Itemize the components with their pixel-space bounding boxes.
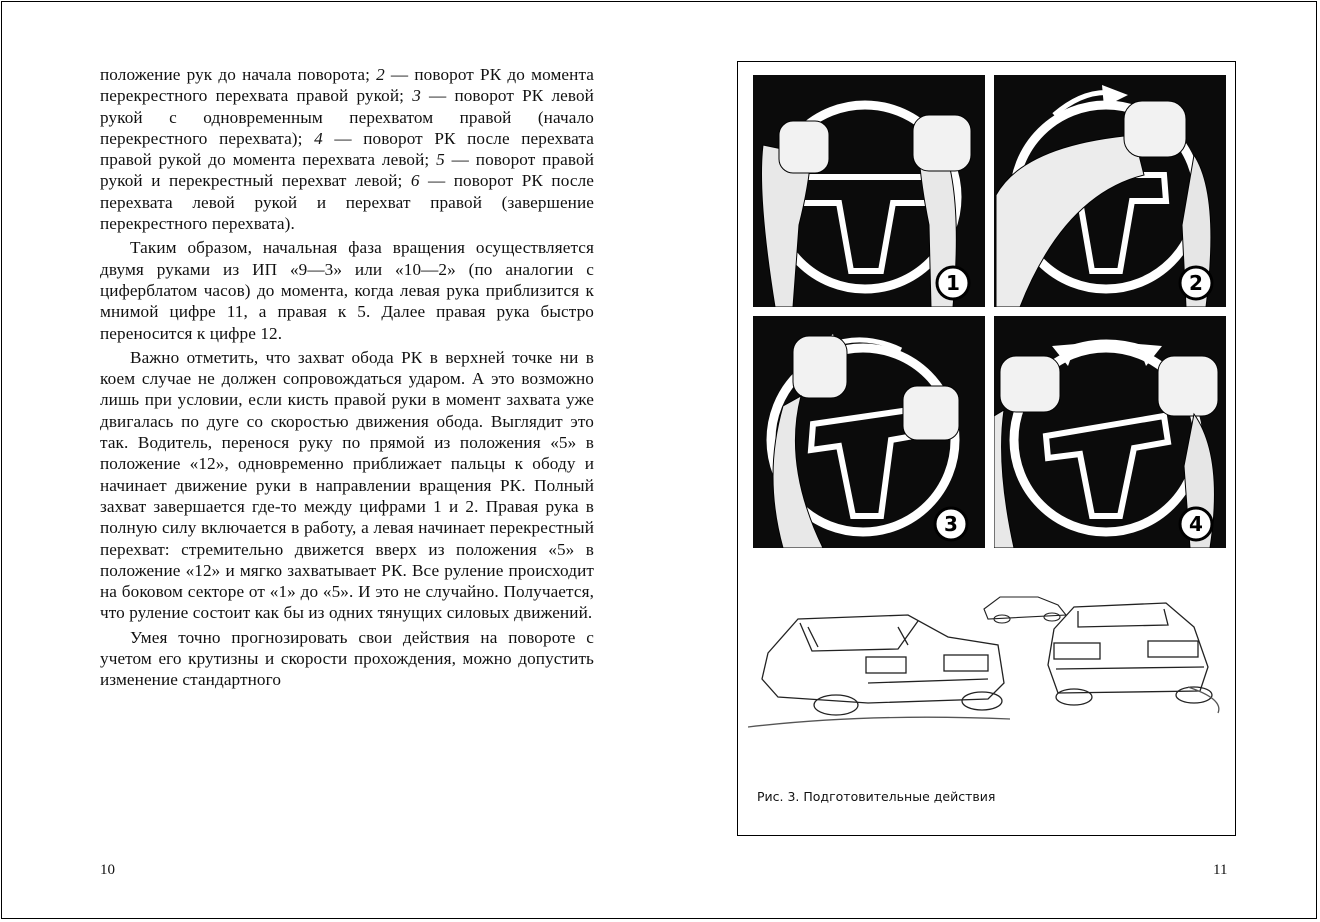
item-number-5: 5 — [436, 150, 445, 170]
paragraph-2: Таким образом, начальная фаза вращения осуществляется двумя руками из ИП «9—3» или «10—2» (по аналогии с циферблатом часов) до момента, когда левая рука приблизится к мнимой цифре 11, а правая к 5. Далее правая рука быстро переносится к цифре 12. — [100, 238, 594, 343]
page-number-left: 10 — [100, 862, 115, 878]
page-number-right: 11 — [1213, 862, 1228, 878]
right-car-icon — [1048, 603, 1219, 713]
figure-frame — [737, 61, 1236, 836]
left-car-icon — [748, 615, 1010, 727]
item-number-4: 4 — [314, 128, 323, 148]
item-number-3: 3 — [412, 86, 421, 106]
panel-3-label: 3 — [944, 512, 958, 536]
paragraph-1: положение рук до начала поворота; 2 — поворот РК до момента перекрестного перехвата правой рукой; 3 — поворот РК левой рукой с одновременным перехватом правой (начало перекрестного перехвата); 4 — поворот РК после перехвата правой рукой до момента перехвата левой; 5 — поворот правой рукой и перекрестный перехват левой; 6 — поворот РК после перехвата левой рукой и перехват правой (завершение перекрестного перехвата). — [100, 65, 594, 234]
paragraph-4: Умея точно прогнозировать свои действия на повороте с учетом его крутизны и скорости прохождения, можно допустить изменение стандартного — [100, 627, 594, 690]
steering-panel-2 — [994, 75, 1226, 307]
steering-panel-3 — [753, 316, 985, 548]
distant-car-icon — [984, 597, 1066, 623]
panel-4-label: 4 — [1189, 512, 1203, 536]
steering-wheel-illustration-1 — [753, 75, 985, 307]
steering-panel-1 — [753, 75, 985, 307]
left-page-text — [100, 64, 594, 691]
item-number-6: 6 — [410, 171, 420, 191]
panel-1-label: 1 — [946, 271, 960, 295]
paragraph-3: Важно отметить, что захват обода РК в верхней точке ни в коем случае не должен сопровождаться ударом. А это возможно лишь при условии, если кисть правой руки в момент захвата уже двигалась по дуге со скоростью движения обода. Выглядит это так. Водитель, перенося руку по прямой из положения «5» в положение «12», одновременно приближает пальцы к ободу и начинает движение руки в направлении вращения РК. Полный захват завершается где-то между цифрами 1 и 2. Правая рука в полную силу включается в работу, а левая начинает перекрестный перехват: стремительно движется вверх из положения «5» в положение «12» и мягко захватывает РК. Все руление происходит на боковом секторе от «1» до «5». И это не случайно. Получается, что руление состоит как бы из одних тянущих силовых движений. — [100, 347, 594, 623]
item-number-2: 2 — [376, 65, 385, 84]
steering-wheel-illustration-4 — [994, 316, 1226, 548]
steering-wheel-illustration-2 — [994, 75, 1226, 307]
steering-wheel-illustration-3 — [753, 316, 985, 548]
panel-2-label: 2 — [1189, 271, 1203, 295]
steering-panel-4 — [994, 316, 1226, 548]
cars-sketch-illustration — [748, 587, 1226, 732]
figure-caption: Рис. 3. Подготовительные действия — [757, 789, 996, 804]
